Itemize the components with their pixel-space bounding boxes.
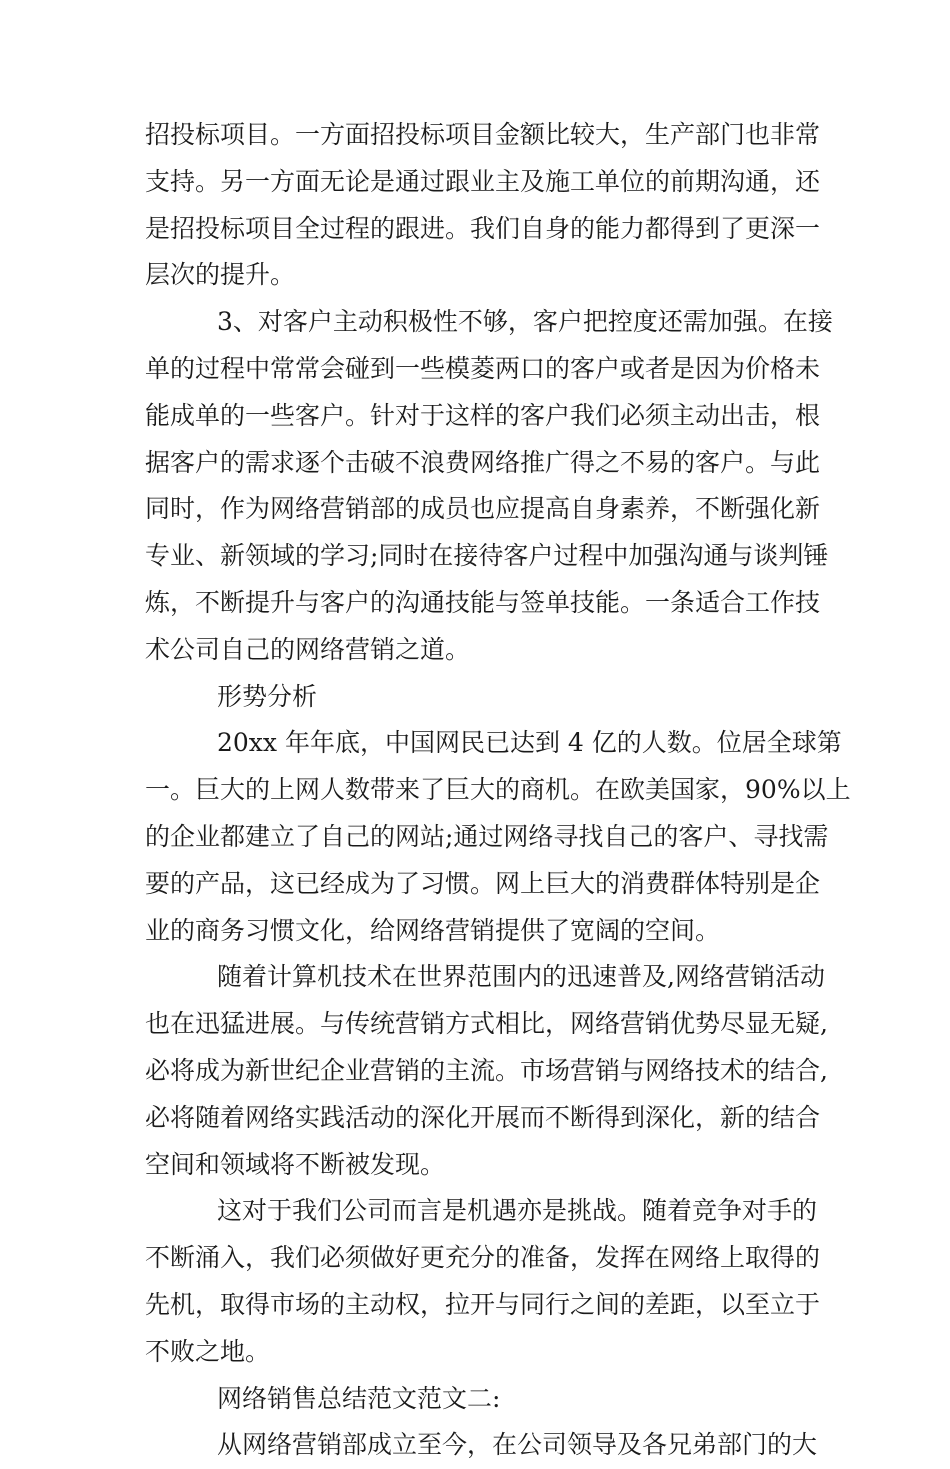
- paragraph-line: 术公司自己的网络营销之道。: [145, 634, 471, 664]
- paragraph-first-line: 20xx 年年底，中国网民已达到 4 亿的人数。位居全球第: [217, 728, 842, 758]
- paragraph-line: 单的过程中常常会碰到一些模菱两口的客户或者是因为价格未: [145, 353, 821, 383]
- paragraph-first-line: 这对于我们公司而言是机遇亦是挑战。随着竞争对手的: [217, 1196, 818, 1226]
- paragraph-line: 一。巨大的上网人数带来了巨大的商机。在欧美国家，90%以上: [145, 775, 851, 805]
- paragraph-line: 业的商务习惯文化，给网络营销提供了宽阔的空间。: [145, 915, 721, 945]
- paragraph-first-line: 3、对客户主动积极性不够，客户把控度还需加强。在接: [217, 307, 833, 337]
- paragraph-first-line: 随着计算机技术在世界范围内的迅速普及,网络营销活动: [217, 962, 825, 992]
- paragraph-line: 先机，取得市场的主动权，拉开与同行之间的差距，以至立于: [145, 1289, 821, 1319]
- paragraph-line: 层次的提升。: [145, 260, 296, 290]
- paragraph-line: 据客户的需求逐个击破不浪费网络推广得之不易的客户。与此: [145, 447, 821, 477]
- paragraph-line: 招投标项目。一方面招投标项目金额比较大，生产部门也非常: [145, 120, 821, 149]
- paragraph-first-line: 网络销售总结范文范文二:: [217, 1383, 501, 1413]
- paragraph-line: 炼，不断提升与客户的沟通技能与签单技能。一条适合工作技: [145, 587, 821, 617]
- paragraph-line: 也在迅猛进展。与传统营销方式相比，网络营销优势尽显无疑,: [145, 1009, 828, 1039]
- paragraph-line: 支持。另一方面无论是通过跟业主及施工单位的前期沟通，还: [145, 166, 821, 196]
- paragraph-line: 必将随着网络实践活动的深化开展而不断得到深化，新的结合: [145, 1102, 821, 1132]
- paragraph-line: 必将成为新世纪企业营销的主流。市场营销与网络技术的结合,: [145, 1055, 828, 1085]
- paragraph-line: 不败之地。: [145, 1336, 271, 1366]
- paragraph-first-line: 从网络营销部成立至今，在公司领导及各兄弟部门的大: [217, 1430, 818, 1460]
- paragraph-line: 空间和领域将不断被发现。: [145, 1149, 446, 1179]
- paragraph-first-line: 形势分析: [217, 681, 318, 711]
- paragraph-line: 要的产品，这已经成为了习惯。网上巨大的消费群体特别是企: [145, 868, 821, 898]
- paragraph-line: 能成单的一些客户。针对于这样的客户我们必须主动出击，根: [145, 400, 821, 430]
- paragraph-line: 不断涌入，我们必须做好更充分的准备，发挥在网络上取得的: [145, 1243, 821, 1273]
- paragraph-line: 专业、新领域的学习;同时在接待客户过程中加强沟通与谈判锤: [145, 541, 829, 571]
- document-body: [145, 112, 851, 1469]
- paragraph-line: 是招投标项目全过程的跟进。我们自身的能力都得到了更深一: [145, 213, 821, 243]
- paragraph-line: 同时，作为网络营销部的成员也应提高自身素养，不断强化新: [145, 494, 821, 524]
- paragraph-line: 的企业都建立了自己的网站;通过网络寻找自己的客户、寻找需: [145, 821, 829, 851]
